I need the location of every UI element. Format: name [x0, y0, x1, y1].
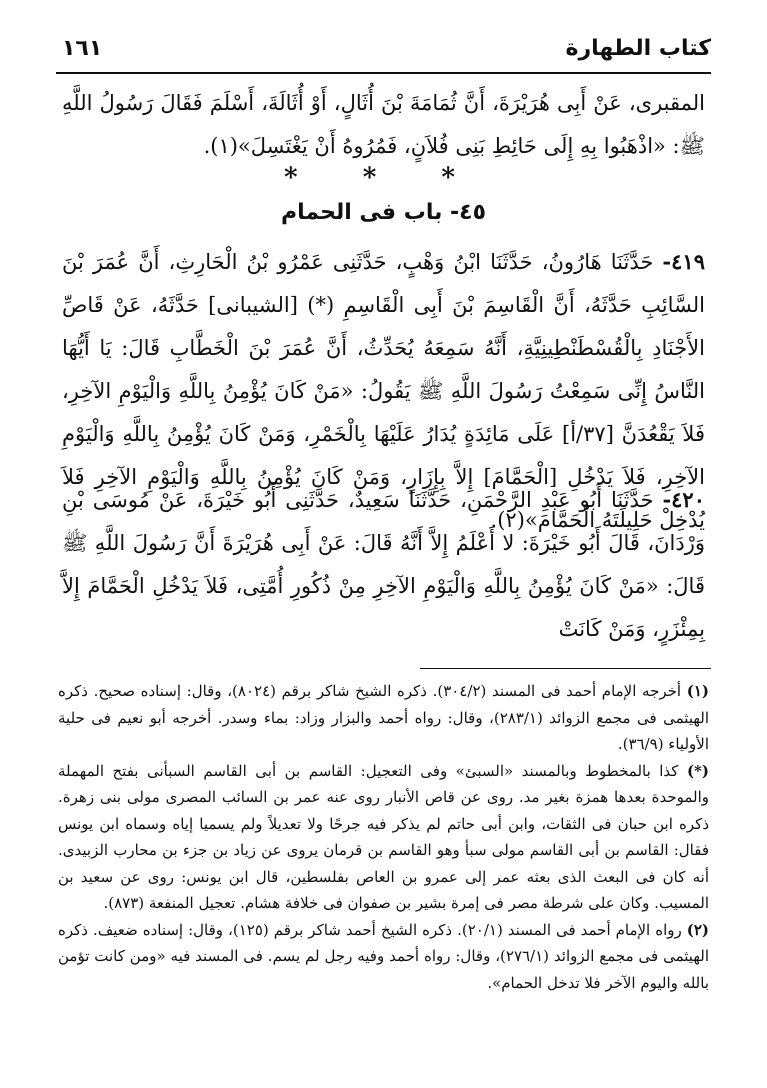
footnote-2-marker: (٢): [686, 920, 710, 939]
footnote-star-text: كذا بالمخطوط وبالمسند «السبئ» وفى التعجيل: القاسم بن أبى القاسم السبأنى بفتح المهملة والموحدة بعدها همزة بغير مد. روى عن قاص الأنبار روى عنه عمر بن السائب المصرى مولى بنى زهرة. ذكره ابن حبان فى الثقات، وابن أبى حاتم لم يذكر فيه جرحًا ولا تعديلاً ولم يسميا إياه وسماه ابن يونس فقال: القاسم بن أبى القاسم مولى سبأ وهو القاسم بن قرمان يروى عن زياد بن جزء بن محارب الزبيدى. أنه كان فى البعث الذى بعثه عمر إلى عمرو بن العاص بفلسطين، قال ابن يونس: روى عن سعيد بن المسيب. وكان على شرطة مصر فى إمرة بشير بن صفوان فى خلافة هشام. تعجيل المنفعة (٨٧٣).: [58, 761, 709, 912]
footnote-star: [58, 758, 709, 917]
hadith-420-number: ٤٢٠-: [662, 487, 705, 512]
footnotes: [58, 678, 709, 996]
page-number: ١٦١: [62, 35, 103, 61]
header-rule: [56, 72, 711, 74]
hadith-420-paragraph: [62, 478, 705, 651]
hadith-419-text: حَدَّثَنَا هَارُونُ، حَدَّثَنَا ابْنُ وَهْبٍ، حَدَّثَنِى عَمْرُو بْنُ الْحَارِثِ، أَنَّ عُمَرَ بْنَ السَّائِبِ حَدَّثَهُ، أَنَّ الْقَاسِمَ بْنَ أَبِى الْقَاسِمِ (*) [الشيبانى] حَدَّثَهُ، عَنْ قَاصِّ الأَجْنَادِ بِالْقُسْطَنْطِينِيَّةِ، أَنَّهُ سَمِعَهُ يُحَدِّثُ، أَنَّ عُمَرَ بْنَ الْخَطَّابِ قَالَ: يَا أَيُّهَا النَّاسُ إِنِّى سَمِعْتُ رَسُولَ اللَّهِ ﷺ يَقُولُ: «مَنْ كَانَ يُؤْمِنُ بِاللَّهِ وَالْيَوْمِ الآخِرِ، فَلاَ يَقْعُدَنَّ [٣٧/أ] عَلَى مَائِدَةٍ يُدَارُ عَلَيْهَا بِالْخَمْرِ، وَمَنْ كَانَ يُؤْمِنُ بِاللَّهِ وَالْيَوْمِ الآخِرِ، فَلاَ يَدْخُلِ [الْحَمَّامَ] إِلاَّ بِإِزَارٍ، وَمَنْ كَانَ يُؤْمِنُ بِاللَّهِ وَالْيَوْمِ الآخِرِ فَلاَ يُدْخِلْ حَلِيلَتَهُ الْحَمَّامَ»(٢).: [62, 250, 705, 532]
hadith-419-number: ٤١٩-: [662, 249, 705, 274]
continuation-paragraph: [62, 82, 705, 168]
hadith-420-text: حَدَّثَنَا أَبُو عَبْدِ الرَّحْمَنِ، حَدَّثَنَا سَعِيدٌ، حَدَّثَنِى أَبُو خَيْرَةَ، عَنْ مُوسَى بْنِ وَرْدَانَ، قَالَ أَبُو خَيْرَةَ: لا أَعْلَمُ إِلاَّ أَنَّهُ قَالَ: عَنْ أَبِى هُرَيْرَةَ أَنَّ رَسُولَ اللَّهِ ﷺ قَالَ: «مَنْ كَانَ يُؤْمِنُ بِاللَّهِ وَالْيَوْمِ الآخِرِ مِنْ ذُكُورِ أُمَّتِى، فَلاَ يَدْخُلِ الْحَمَّامَ إِلاَّ بِمِئْزَرٍ، وَمَنْ كَانَتْ: [62, 488, 705, 641]
footnote-rule: [420, 668, 711, 669]
section-separator: * * *: [284, 163, 483, 193]
running-header: [62, 28, 711, 68]
footnote-2: [58, 917, 709, 997]
chapter-heading: ٤٥- باب فى الحمام: [280, 200, 487, 225]
continuation-text: المقبرى، عَنْ أَبِى هُرَيْرَةَ، أَنَّ ثُمَامَةَ بْنَ أُثَالٍ، أَوْ أُثَالَةَ، أَسْلَمَ فَقَالَ رَسُولُ اللَّهِ ﷺ: «اذْهَبُوا بِهِ إِلَى حَائِطِ بَنِى فُلاَنٍ، فَمُرُوهُ أَنْ يَغْتَسِلَ»(١).: [62, 91, 705, 158]
hadith-420: [62, 478, 705, 651]
footnote-1-marker: (١): [686, 682, 709, 700]
footnote-1: [58, 678, 709, 758]
book-title: كتاب الطهارة: [565, 35, 711, 61]
footnote-2-text: رواه الإمام أحمد فى المسند (٢٠/١). ذكره الشيخ أحمد شاكر برقم (١٢٥)، وقال: إسناده ضعيف. ذكره الهيثمى فى مجمع الزوائد (٢٧٦/١)، وقال: رواه أحمد وفيه رجل لم يسم. فى المسند فيه «ومن كانت تؤمن بالله واليوم الآخر فلا تدخل الحمام».: [58, 920, 709, 992]
footnote-star-marker: (*): [686, 761, 709, 780]
footnote-1-text: أخرجه الإمام أحمد فى المسند (٣٠٤/٢). ذكره الشيخ شاكر برقم (٨٠٢٤)، وقال: إسناده صحيح. ذكره الهيثمى فى مجمع الزوائد (٢٨٣/١)، وقال: رواه أحمد والبزار وزاد: بماء وسدر. أخرجه أبو نعيم فى حلية الأولياء (٣٦/٩).: [58, 682, 709, 753]
